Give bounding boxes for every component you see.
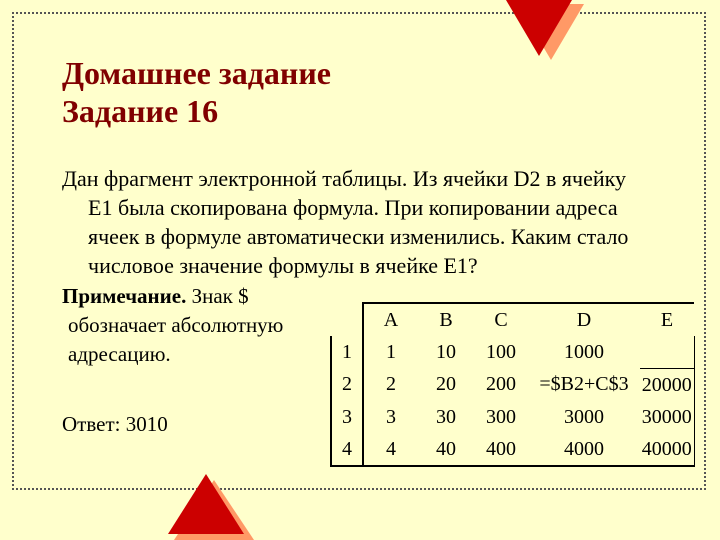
task-line-4: числовое значение формулы в ячейке E1? [88,253,478,278]
column-header-b: B [418,303,474,336]
title-line-2: Задание 16 [62,93,219,129]
table-cell: 400 [474,433,528,466]
table-header-row [331,303,694,336]
table-cell: 40000 [640,433,694,466]
table-cell: 4000 [528,433,640,466]
table-cell: 30 [436,405,456,428]
task-text [62,164,692,280]
table-cell: 40 [418,433,474,466]
table-cell: =$B2+C$3 [539,373,629,396]
note-line-3: адресацию. [68,342,171,366]
column-header-d: D [528,303,640,336]
title-line-1: Домашнее задание [62,55,331,91]
row-header: 3 [331,401,363,433]
table-row [331,336,694,369]
task-line-2: E1 была скопирована формула. При копировании адреса [88,195,618,220]
note-line-2: обозначает абсолютную [68,313,284,337]
table-cell: 3000 [564,405,604,428]
table-cell: 1000 [564,340,604,363]
column-header-a: A [363,303,418,336]
table-row [331,433,694,466]
task-line-3: ячеек в формуле автоматически изменились. Каким стало [88,224,629,249]
table-cell: 300 [486,405,516,428]
column-header-c: C [474,303,528,336]
column-header-e: E [640,303,694,336]
table-cell: 2 [363,369,418,402]
row-header: 2 [331,369,363,402]
note-label: Примечание. [62,284,187,308]
table-cell: 200 [486,373,516,396]
note-text [62,282,283,369]
table-row [331,369,694,402]
top-triangle-icon [498,0,588,62]
table-row [331,401,694,433]
note-line-1: Знак $ [186,284,249,308]
table-cell: 20 [436,373,456,396]
table-cell: 10 [436,340,456,363]
table-cell: 100 [486,340,516,363]
row-header: 1 [331,336,363,369]
table-cell: 20000 [640,369,694,402]
task-line-1: Дан фрагмент электронной таблицы. Из ячейки D2 в ячейку [62,166,626,191]
bottom-triangle-icon [166,470,256,540]
spreadsheet-fragment [330,302,695,467]
table-cell: 3 [363,401,418,433]
table-cell: 1 [363,336,418,369]
table-cell: 4 [363,433,418,466]
page-title [62,54,331,130]
answer-text: Ответ: 3010 [62,412,168,436]
row-header: 4 [331,433,363,466]
table-cell: 30000 [640,401,694,433]
table-cell [640,336,694,369]
